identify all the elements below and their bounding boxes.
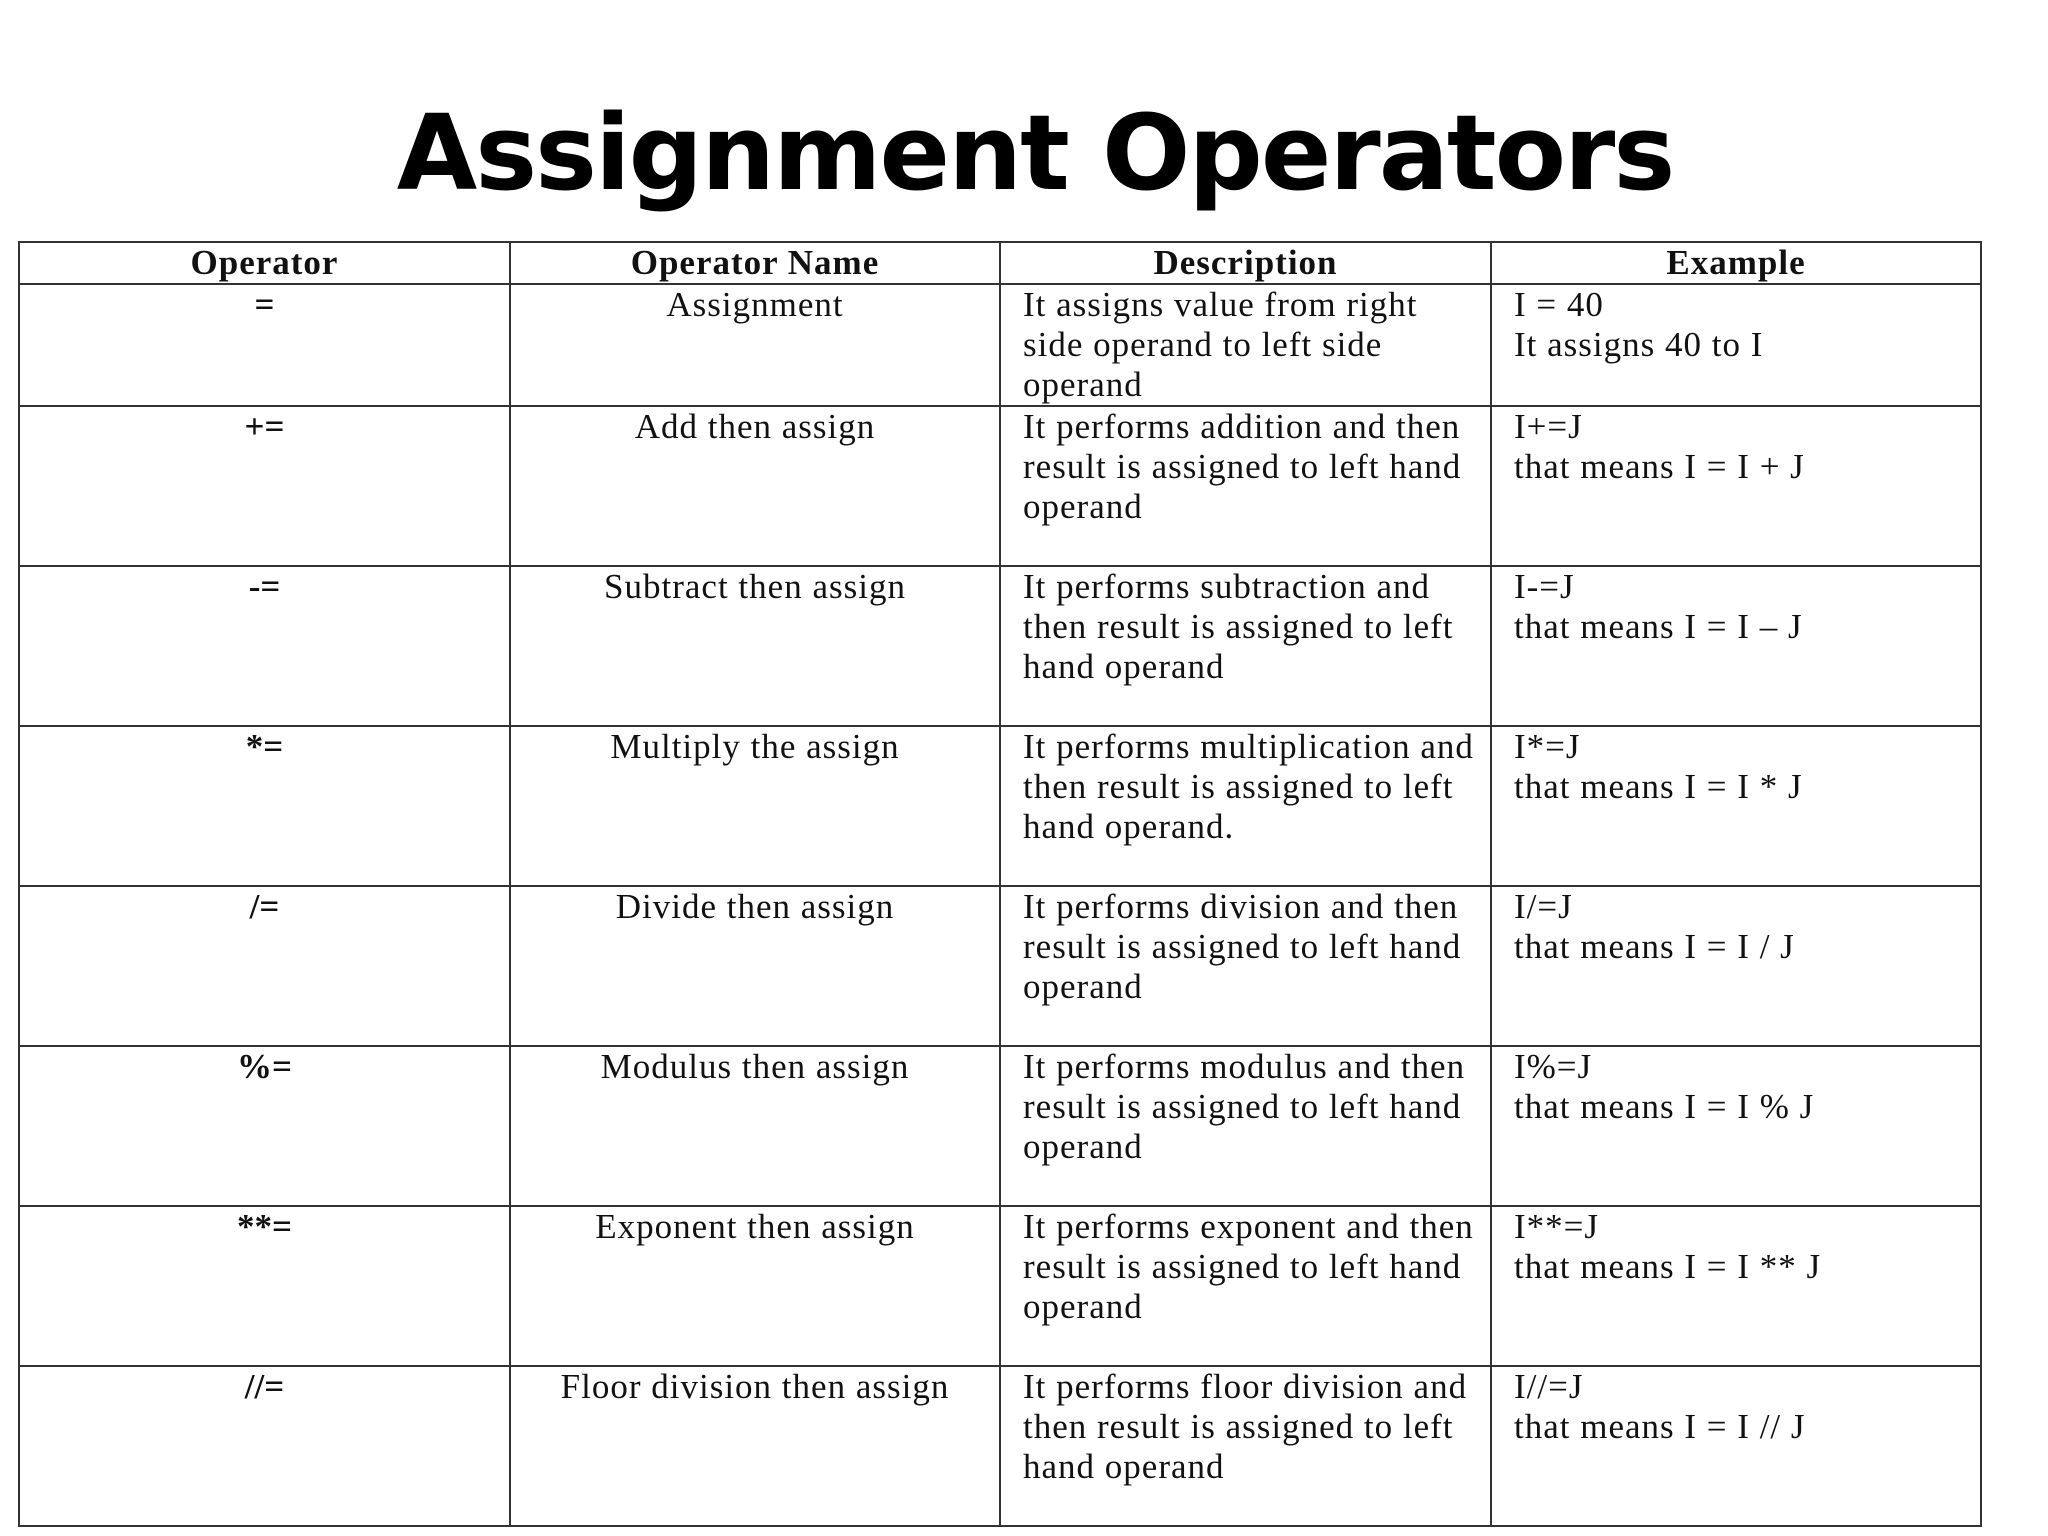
operator-cell: //= [19, 1366, 510, 1526]
table-row [19, 566, 1981, 726]
table-row [19, 1366, 1981, 1526]
description-cell: It performs subtraction and then result is assigned to left hand operand [1000, 566, 1491, 726]
table-row [19, 284, 1981, 406]
example-code: I//=J [1514, 1367, 1584, 1406]
operator-name-cell: Floor division then assign [510, 1366, 1000, 1526]
operator-name-cell: Multiply the assign [510, 726, 1000, 886]
table-row [19, 406, 1981, 566]
header-example: Example [1491, 242, 1981, 284]
example-cell [1491, 566, 1981, 726]
example-code: I*=J [1514, 727, 1581, 766]
operators-table [18, 241, 1982, 1527]
example-explanation: that means I = I * J [1514, 767, 1803, 806]
table-row [19, 1206, 1981, 1366]
example-code: I = 40 [1514, 285, 1604, 324]
slide-title: Assignment Operators [396, 92, 1674, 214]
description-cell: It assigns value from right side operand to left side operand [1000, 284, 1491, 406]
header-description: Description [1000, 242, 1491, 284]
operator-cell: = [19, 284, 510, 406]
table-body [19, 284, 1981, 1526]
operator-cell: %= [19, 1046, 510, 1206]
header-operator-name: Operator Name [510, 242, 1000, 284]
example-cell [1491, 1046, 1981, 1206]
example-explanation: that means I = I % J [1514, 1087, 1815, 1126]
example-explanation: that means I = I ** J [1514, 1247, 1822, 1286]
header-operator: Operator [19, 242, 510, 284]
example-explanation: It assigns 40 to I [1514, 325, 1764, 364]
table-row [19, 1046, 1981, 1206]
operator-name-cell: Exponent then assign [510, 1206, 1000, 1366]
example-cell [1491, 1206, 1981, 1366]
operator-cell: += [19, 406, 510, 566]
example-code: I**=J [1514, 1207, 1600, 1246]
example-explanation: that means I = I // J [1514, 1407, 1806, 1446]
example-explanation: that means I = I – J [1514, 607, 1803, 646]
description-cell: It performs division and then result is assigned to left hand operand [1000, 886, 1491, 1046]
operator-cell: *= [19, 726, 510, 886]
example-code: I/=J [1514, 887, 1573, 926]
operator-cell: -= [19, 566, 510, 726]
example-cell [1491, 886, 1981, 1046]
example-code: I+=J [1514, 407, 1583, 446]
example-cell [1491, 284, 1981, 406]
example-explanation: that means I = I + J [1514, 447, 1805, 486]
header-row [19, 242, 1981, 284]
example-code: I-=J [1514, 567, 1575, 606]
operator-cell: **= [19, 1206, 510, 1366]
example-cell [1491, 726, 1981, 886]
table-row [19, 726, 1981, 886]
table-header [19, 242, 1981, 284]
description-cell: It performs modulus and then result is assigned to left hand operand [1000, 1046, 1491, 1206]
operator-cell: /= [19, 886, 510, 1046]
operator-name-cell: Divide then assign [510, 886, 1000, 1046]
operator-name-cell: Assignment [510, 284, 1000, 406]
operator-name-cell: Subtract then assign [510, 566, 1000, 726]
operator-name-cell: Modulus then assign [510, 1046, 1000, 1206]
description-cell: It performs addition and then result is assigned to left hand operand [1000, 406, 1491, 566]
example-code: I%=J [1514, 1047, 1593, 1086]
description-cell: It performs exponent and then result is assigned to left hand operand [1000, 1206, 1491, 1366]
description-cell: It performs floor division and then result is assigned to left hand operand [1000, 1366, 1491, 1526]
example-explanation: that means I = I / J [1514, 927, 1795, 966]
operator-name-cell: Add then assign [510, 406, 1000, 566]
example-cell [1491, 406, 1981, 566]
description-cell: It performs multiplication and then result is assigned to left hand operand. [1000, 726, 1491, 886]
table-row [19, 886, 1981, 1046]
example-cell [1491, 1366, 1981, 1526]
